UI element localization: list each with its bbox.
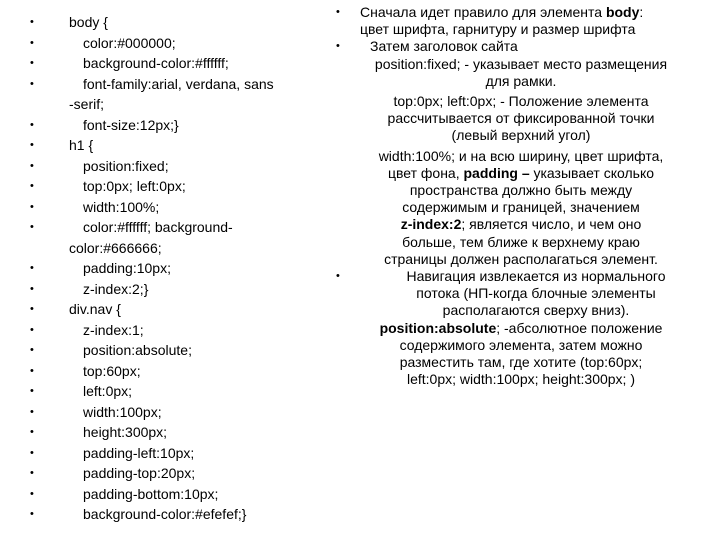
bullet: • (30, 139, 34, 151)
bullet: • (30, 200, 34, 213)
bullet: • (30, 262, 34, 274)
code-line (30, 135, 330, 156)
code-line (30, 463, 330, 484)
code-text-continuation: color:#666666; (69, 239, 162, 256)
explanation-width-padding: width:100%; и на всю ширину, цвет шрифта, цвет фона, padding – указывает сколько пространства должно быть между содержимым и границей, значением z-index:2; является число, и чем оно больше, тем ближе к верхнему краю страницы должен располагаться элемент. (378, 147, 664, 267)
code-text: font-family:arial, verdana, sans (83, 75, 274, 92)
bullet: • (336, 270, 340, 283)
code-text: font-size:12px;} (83, 116, 179, 133)
bullet: • (30, 57, 34, 69)
code-line (30, 197, 330, 218)
bullet: • (30, 487, 34, 500)
bullet: • (30, 446, 34, 459)
bullet: • (30, 77, 34, 90)
code-line (30, 361, 330, 382)
bullet: • (30, 467, 34, 479)
explanation-header: • Затем заголовок сайта (336, 38, 518, 55)
code-text: position:absolute; (83, 342, 192, 358)
code-line (30, 340, 330, 361)
bullet: • (30, 118, 34, 131)
code-line (30, 381, 330, 402)
css-code-list (30, 12, 330, 525)
bullet: • (30, 364, 34, 377)
code-line (30, 258, 330, 279)
code-text: color:#ffffff; background- (83, 219, 233, 235)
bullet: • (30, 159, 34, 172)
code-line (30, 443, 330, 464)
code-text: position:fixed; (83, 157, 169, 174)
bullet: • (30, 282, 34, 295)
code-line (30, 176, 330, 197)
bullet: • (30, 303, 34, 315)
explanation-body-rule: • Сначала идет правило для элемента body: цвет шрифта, гарнитуру и размер шрифта (336, 4, 644, 38)
code-line (30, 299, 330, 320)
explanation-top-left: top:0px; left:0px; - Положение элемента рассчитывается от фиксированной точки (левый верхний угол) (387, 93, 655, 144)
code-line (30, 156, 330, 177)
code-text: left:0px; (83, 383, 133, 399)
code-text: div.nav { (69, 301, 121, 317)
code-line (30, 115, 330, 136)
code-text: padding:10px; (83, 260, 171, 276)
explanation-position-fixed: position:fixed; - указывает место размещения для рамки. (374, 55, 668, 89)
explanation-position-absolute: position:absolute; -абсолютное положение содержимого элемента, затем можно разместить там, где хотите (top:60px; left:0px; width:100px; height:300px; ) (379, 319, 663, 388)
code-line (30, 74, 330, 115)
explanation-text (330, 4, 712, 388)
bullet: • (30, 405, 34, 418)
code-text: z-index:2;} (83, 280, 149, 297)
bullet: • (30, 36, 34, 49)
bullet: • (30, 180, 34, 192)
code-line (30, 217, 330, 258)
bullet: • (336, 6, 340, 18)
code-text-continuation: -serif; (69, 96, 104, 112)
code-line (30, 279, 330, 300)
code-text: height:300px; (83, 424, 168, 440)
code-text: background-color:#efefef;} (83, 506, 247, 522)
code-text: h1 { (69, 137, 94, 153)
code-text: body { (69, 14, 108, 30)
code-text: background-color:#ffffff; (83, 55, 229, 71)
code-line (30, 12, 330, 33)
bullet: • (30, 508, 34, 520)
bullet: • (30, 221, 34, 233)
code-text: z-index:1; (83, 321, 144, 338)
code-text: top:0px; left:0px; (83, 178, 186, 194)
code-line (30, 484, 330, 505)
code-text: padding-top:20px; (83, 465, 196, 481)
code-text: width:100px; (83, 403, 162, 420)
code-line (30, 33, 330, 54)
bullet: • (336, 40, 340, 53)
code-line (30, 53, 330, 74)
bullet: • (30, 16, 34, 28)
code-text: width:100%; (83, 198, 160, 215)
code-line (30, 402, 330, 423)
code-line (30, 504, 330, 525)
code-line (30, 320, 330, 341)
code-text: color:#000000; (83, 34, 176, 51)
bullet: • (30, 323, 34, 336)
code-text: top:60px; (83, 362, 141, 379)
code-text: padding-left:10px; (83, 444, 195, 461)
bullet: • (30, 426, 34, 438)
code-line (30, 422, 330, 443)
code-text: padding-bottom:10px; (83, 485, 219, 502)
bullet: • (30, 385, 34, 397)
explanation-navigation: • Навигация извлекается из нормального потока (НП-когда блочные элементы располагаются сверху вниз). (336, 268, 666, 319)
bullet: • (30, 344, 34, 356)
